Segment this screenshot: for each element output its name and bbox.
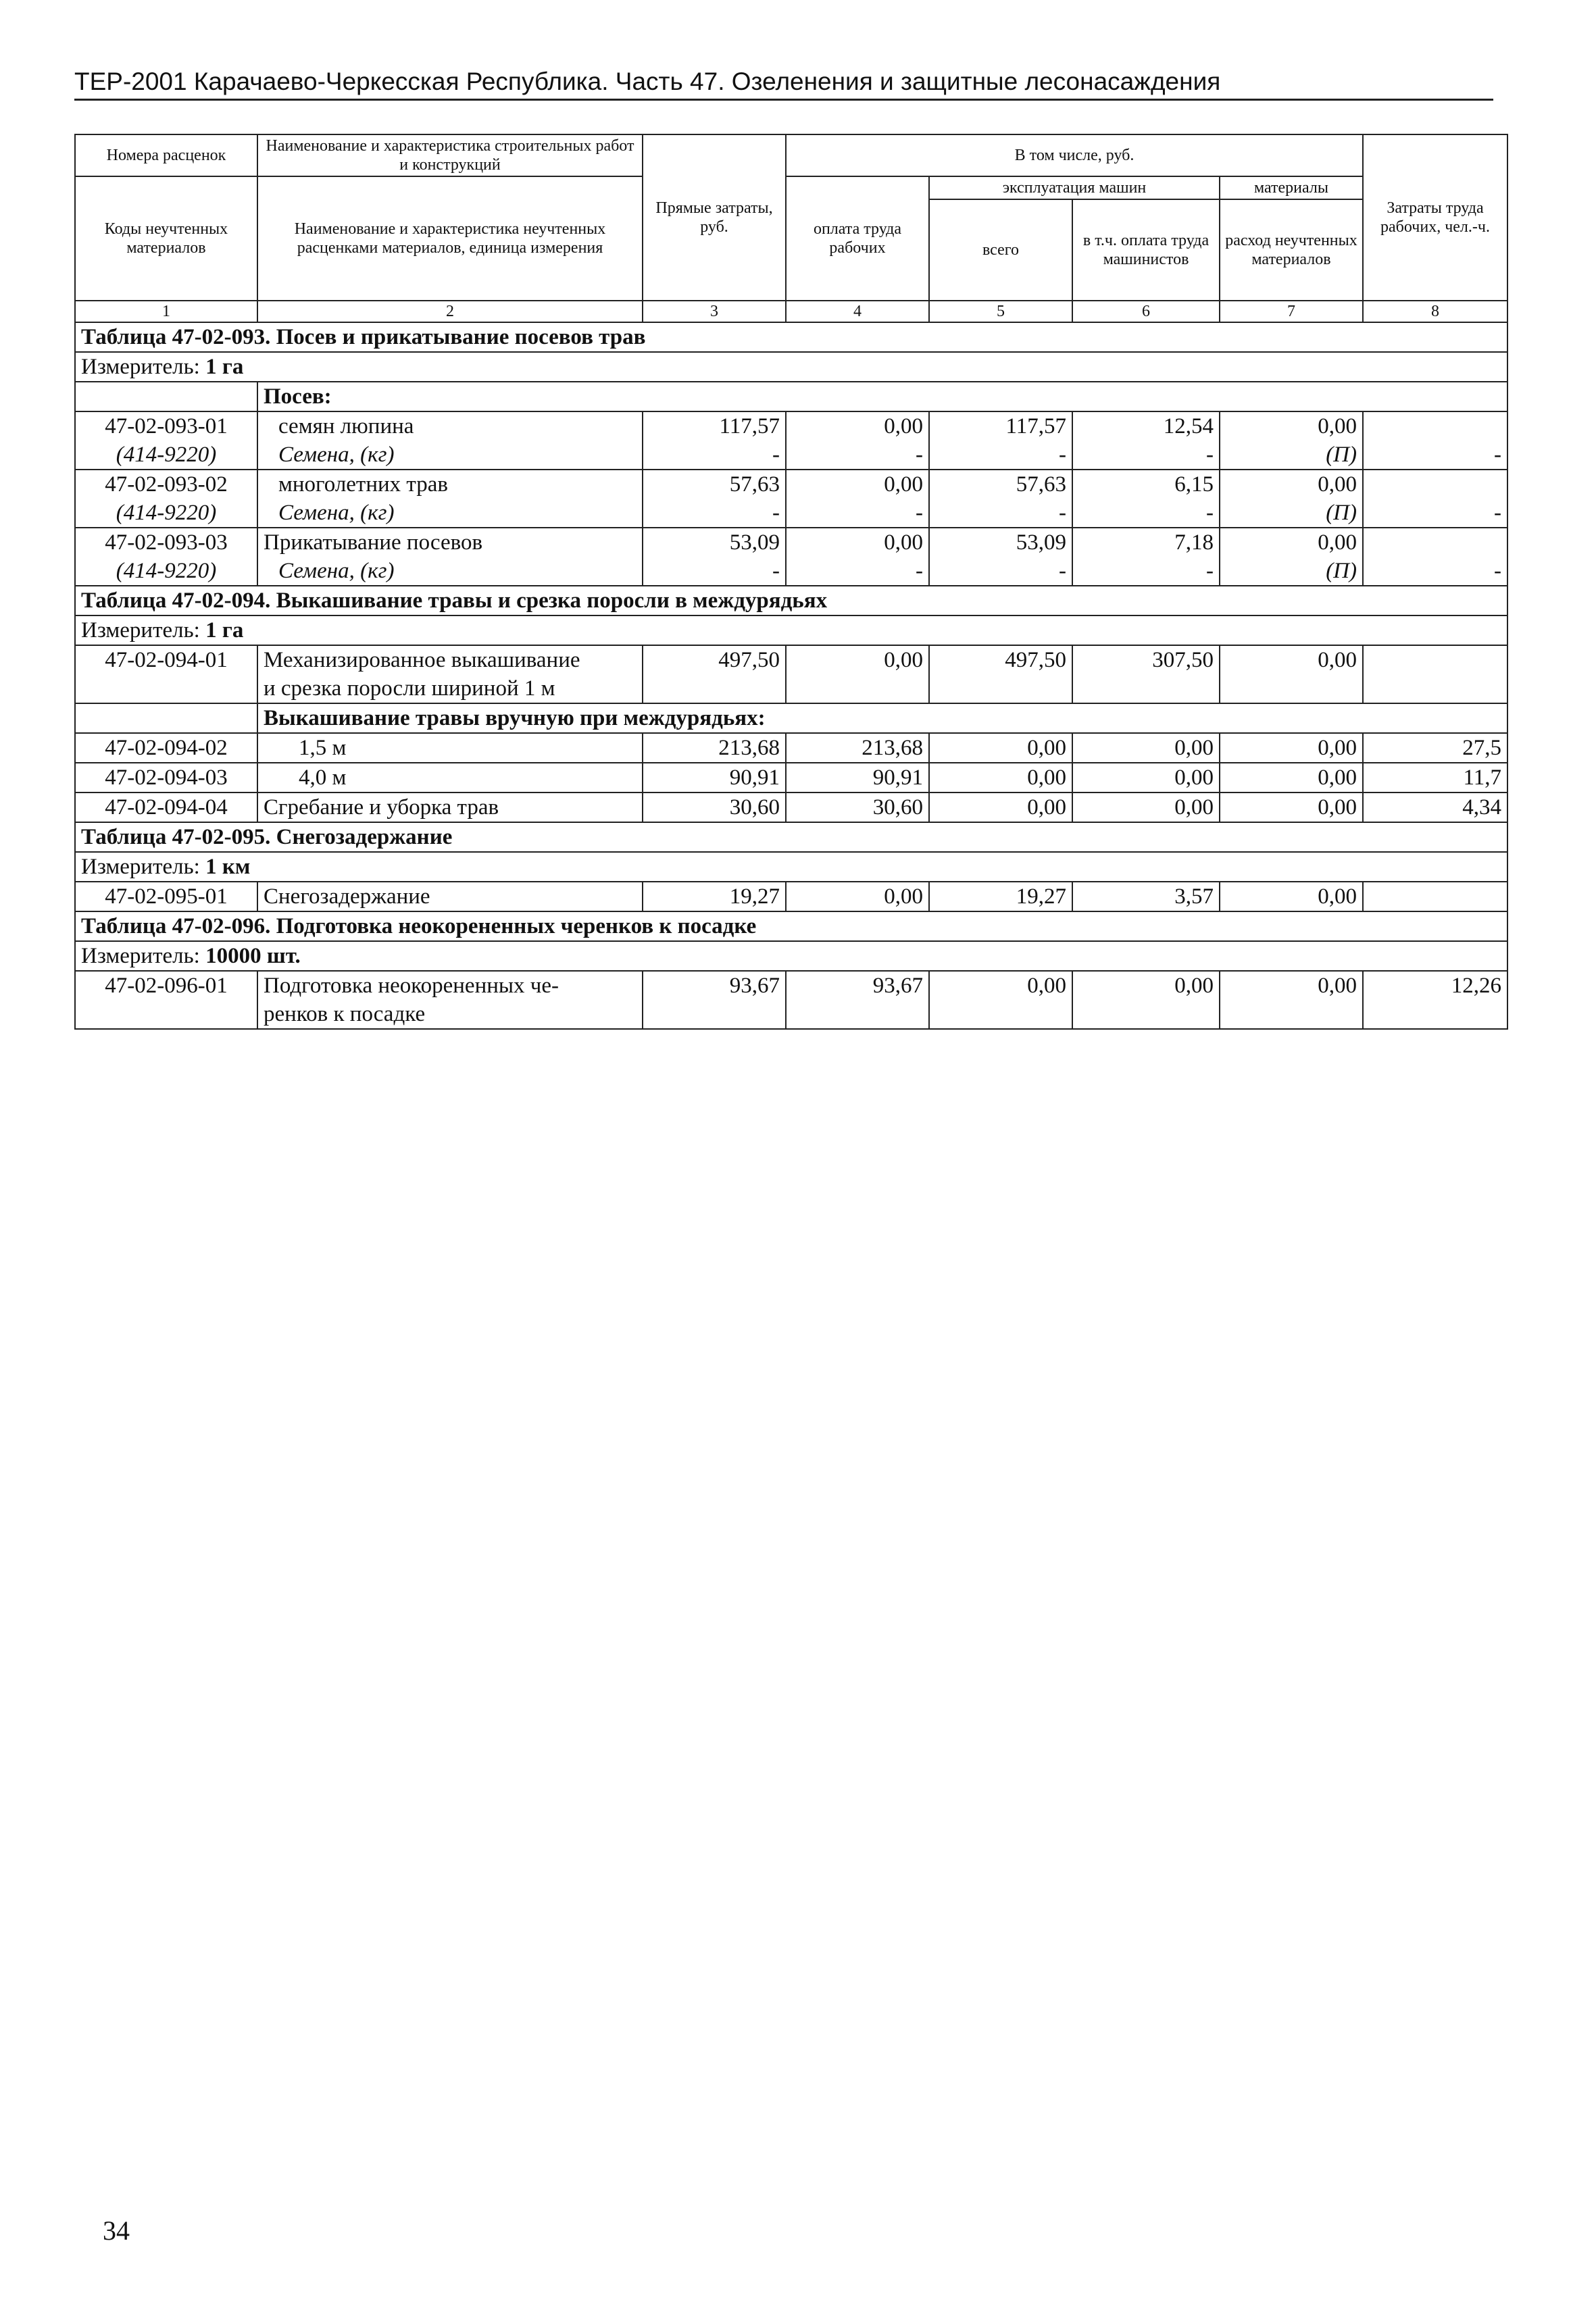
header-machines-total: всего	[929, 199, 1072, 301]
machines-total: 0,00	[929, 763, 1072, 793]
empty-cell	[929, 674, 1072, 703]
direct-costs: 57,63	[643, 470, 786, 499]
wages: 93,67	[786, 971, 929, 1000]
table-row	[75, 882, 1507, 911]
materials: 0,00	[1220, 971, 1363, 1000]
labor-costs	[1363, 645, 1507, 674]
column-number: 7	[1220, 301, 1363, 322]
material-name: Семена, (кг)	[257, 441, 643, 470]
materials: (П)	[1220, 441, 1363, 470]
table-row	[75, 971, 1507, 1000]
empty-cell	[1220, 674, 1363, 703]
table-row	[75, 763, 1507, 793]
table-title: Таблица 47-02-094. Выкашивание травы и срезка поросли в междурядьях	[75, 586, 1507, 615]
direct-costs: -	[643, 441, 786, 470]
rate-code: 47-02-093-01	[75, 411, 257, 441]
empty-cell	[643, 674, 786, 703]
direct-costs: 53,09	[643, 528, 786, 557]
wages: 90,91	[786, 763, 929, 793]
work-name-line2: ренков к посадке	[257, 1000, 643, 1029]
machinist-wages: -	[1072, 441, 1220, 470]
table-title: Таблица 47-02-095. Снегозадержание	[75, 822, 1507, 852]
machines-total: 57,63	[929, 470, 1072, 499]
column-number: 5	[929, 301, 1072, 322]
direct-costs: 213,68	[643, 733, 786, 763]
rate-code: 47-02-093-03	[75, 528, 257, 557]
header-direct-costs: Прямые затраты, руб.	[643, 134, 786, 301]
materials: 0,00	[1220, 645, 1363, 674]
empty-cell	[75, 674, 257, 703]
work-name: многолетних трав	[257, 470, 643, 499]
section-label: Посев:	[257, 382, 1507, 411]
measure-unit: Измеритель: 1 га	[75, 615, 1507, 645]
machinist-wages: 12,54	[1072, 411, 1220, 441]
labor-costs: -	[1363, 441, 1507, 470]
material-name: Семена, (кг)	[257, 557, 643, 586]
direct-costs: 497,50	[643, 645, 786, 674]
empty-cell	[1072, 1000, 1220, 1029]
materials: (П)	[1220, 557, 1363, 586]
machinist-wages: -	[1072, 499, 1220, 528]
header-labor-costs: Затраты труда рабочих, чел.-ч.	[1363, 134, 1507, 301]
header-materials-consumption: расход неучтенных материалов	[1220, 199, 1363, 301]
labor-costs	[1363, 470, 1507, 499]
price-table	[74, 134, 1508, 1030]
empty-cell	[786, 674, 929, 703]
header-wages: оплата труда рабочих	[786, 176, 929, 301]
measure-unit: Измеритель: 1 км	[75, 852, 1507, 882]
labor-costs: -	[1363, 557, 1507, 586]
material-row	[75, 441, 1507, 470]
labor-costs: 27,5	[1363, 733, 1507, 763]
header-materials-group: материалы	[1220, 176, 1363, 199]
machinist-wages: 6,15	[1072, 470, 1220, 499]
direct-costs: -	[643, 557, 786, 586]
column-number: 6	[1072, 301, 1220, 322]
header-codes-top: Номера расценок	[75, 134, 257, 176]
materials: (П)	[1220, 499, 1363, 528]
wages: 213,68	[786, 733, 929, 763]
rate-code: 47-02-095-01	[75, 882, 257, 911]
machinist-wages: 0,00	[1072, 793, 1220, 822]
material-name: Семена, (кг)	[257, 499, 643, 528]
machines-total: 53,09	[929, 528, 1072, 557]
empty-cell	[75, 382, 257, 411]
labor-costs: 4,34	[1363, 793, 1507, 822]
labor-costs	[1363, 528, 1507, 557]
material-code: (414-9220)	[75, 441, 257, 470]
table-row	[75, 645, 1507, 674]
machinist-wages: 0,00	[1072, 733, 1220, 763]
machines-total: 497,50	[929, 645, 1072, 674]
machines-total: 0,00	[929, 793, 1072, 822]
header-machines-group: эксплуатация машин	[929, 176, 1220, 199]
machinist-wages: -	[1072, 557, 1220, 586]
empty-cell	[643, 1000, 786, 1029]
wages: 0,00	[786, 645, 929, 674]
empty-cell	[1220, 1000, 1363, 1029]
materials: 0,00	[1220, 793, 1363, 822]
table-title: Таблица 47-02-096. Подготовка неокорененных черенков к посадке	[75, 911, 1507, 941]
header-codes-bottom: Коды неучтенных материалов	[75, 176, 257, 301]
work-name: Механизированное выкашивание	[257, 645, 643, 674]
page-header: ТЕР-2001 Карачаево-Черкесская Республика. Часть 47. Озеленения и защитные лесонасаждения	[74, 68, 1493, 101]
table-row	[75, 470, 1507, 499]
empty-cell	[75, 703, 257, 733]
wages: -	[786, 441, 929, 470]
direct-costs: 93,67	[643, 971, 786, 1000]
empty-cell	[75, 1000, 257, 1029]
materials: 0,00	[1220, 470, 1363, 499]
header-name-top: Наименование и характеристика строительных работ и конструкций	[257, 134, 643, 176]
header-machinist-wages: в т.ч. оплата труда машинистов	[1072, 199, 1220, 301]
empty-cell	[929, 1000, 1072, 1029]
wages: 0,00	[786, 470, 929, 499]
table-title: Таблица 47-02-093. Посев и прикатывание посевов трав	[75, 322, 1507, 352]
rate-code: 47-02-096-01	[75, 971, 257, 1000]
measure-unit: Измеритель: 1 га	[75, 352, 1507, 382]
header-incl-group: В том числе, руб.	[786, 134, 1363, 176]
column-number: 4	[786, 301, 929, 322]
machines-total: -	[929, 441, 1072, 470]
machines-total: -	[929, 499, 1072, 528]
direct-costs: 30,60	[643, 793, 786, 822]
column-number: 2	[257, 301, 643, 322]
material-row	[75, 557, 1507, 586]
wages: 0,00	[786, 411, 929, 441]
empty-cell	[1363, 1000, 1507, 1029]
table-row	[75, 793, 1507, 822]
measure-unit: Измеритель: 10000 шт.	[75, 941, 1507, 971]
empty-cell	[1363, 674, 1507, 703]
column-number: 1	[75, 301, 257, 322]
direct-costs: 117,57	[643, 411, 786, 441]
labor-costs	[1363, 882, 1507, 911]
labor-costs: 11,7	[1363, 763, 1507, 793]
machines-total: 0,00	[929, 971, 1072, 1000]
work-name-line2: и срезка поросли шириной 1 м	[257, 674, 643, 703]
rate-code: 47-02-094-01	[75, 645, 257, 674]
material-code: (414-9220)	[75, 499, 257, 528]
direct-costs: 90,91	[643, 763, 786, 793]
wages: 30,60	[786, 793, 929, 822]
materials: 0,00	[1220, 733, 1363, 763]
labor-costs	[1363, 411, 1507, 441]
empty-cell	[786, 1000, 929, 1029]
machinist-wages: 0,00	[1072, 971, 1220, 1000]
materials: 0,00	[1220, 882, 1363, 911]
material-row	[75, 499, 1507, 528]
section-label: Выкашивание травы вручную при междурядьях:	[257, 703, 1507, 733]
rate-code: 47-02-093-02	[75, 470, 257, 499]
table-row	[75, 733, 1507, 763]
empty-cell	[1072, 674, 1220, 703]
rate-code: 47-02-094-02	[75, 733, 257, 763]
labor-costs: -	[1363, 499, 1507, 528]
direct-costs: 19,27	[643, 882, 786, 911]
column-number: 8	[1363, 301, 1507, 322]
table-row-continuation	[75, 1000, 1507, 1029]
wages: -	[786, 557, 929, 586]
column-number: 3	[643, 301, 786, 322]
machines-total: 0,00	[929, 733, 1072, 763]
materials: 0,00	[1220, 763, 1363, 793]
machines-total: 117,57	[929, 411, 1072, 441]
table-row-continuation	[75, 674, 1507, 703]
rate-code: 47-02-094-04	[75, 793, 257, 822]
materials: 0,00	[1220, 411, 1363, 441]
machines-total: 19,27	[929, 882, 1072, 911]
wages: -	[786, 499, 929, 528]
machines-total: -	[929, 557, 1072, 586]
machinist-wages: 3,57	[1072, 882, 1220, 911]
machinist-wages: 0,00	[1072, 763, 1220, 793]
materials: 0,00	[1220, 528, 1363, 557]
machinist-wages: 307,50	[1072, 645, 1220, 674]
material-code: (414-9220)	[75, 557, 257, 586]
work-name: Снегозадержание	[257, 882, 643, 911]
page-number: 34	[103, 2215, 130, 2246]
direct-costs: -	[643, 499, 786, 528]
machinist-wages: 7,18	[1072, 528, 1220, 557]
work-name: 4,0 м	[257, 763, 643, 793]
wages: 0,00	[786, 882, 929, 911]
table-row	[75, 411, 1507, 441]
work-name: Сгребание и уборка трав	[257, 793, 643, 822]
rate-code: 47-02-094-03	[75, 763, 257, 793]
header-name-bottom: Наименование и характеристика неучтенных расценками материалов, единица измерения	[257, 176, 643, 301]
labor-costs: 12,26	[1363, 971, 1507, 1000]
work-name: 1,5 м	[257, 733, 643, 763]
table-row	[75, 528, 1507, 557]
wages: 0,00	[786, 528, 929, 557]
work-name: Прикатывание посевов	[257, 528, 643, 557]
work-name: семян люпина	[257, 411, 643, 441]
work-name: Подготовка неокорененных че-	[257, 971, 643, 1000]
